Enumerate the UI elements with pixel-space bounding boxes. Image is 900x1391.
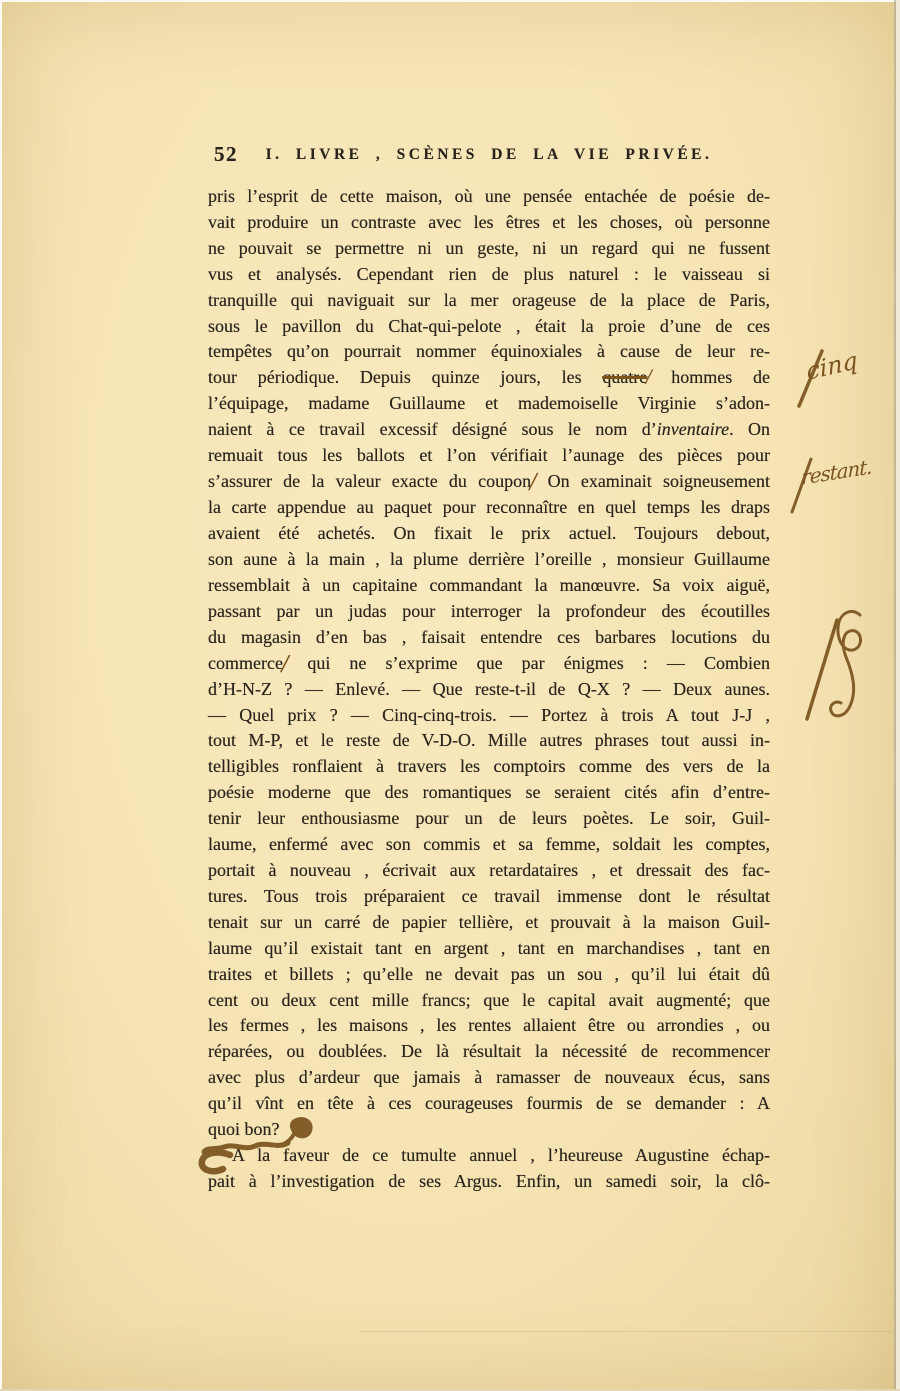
- running-header: I. LIVRE , SCÈNES DE LA VIE PRIVÉE.: [265, 146, 713, 163]
- text-line: tenir leur enthousiasme pour un de leurs poètes. Le soir, Guil-: [208, 808, 770, 829]
- page-number: 52: [214, 142, 238, 166]
- text-line: A la faveur de ce tumulte annuel , l’heureuse Augustine échap-: [232, 1144, 770, 1165]
- text-line: sous le pavillon du Chat-qui-pelote , était la proie d’une de ces: [208, 315, 770, 336]
- text-line: tranquille qui naviguait sur la mer orageuse de la place de Paris,: [208, 289, 770, 310]
- text-line: tout M-P, et le reste de V-D-O. Mille autres phrases tout aussi in-: [208, 730, 770, 751]
- text-line: ressemblait à un capitaine commandant la manœuvre. Sa voix aiguë,: [208, 574, 770, 595]
- text-line: avaient été achetés. On fixait le prix actuel. Toujours debout,: [208, 522, 770, 543]
- text-line: cent ou deux cent mille francs; que le capital avait augmenté; que: [208, 989, 770, 1010]
- text-line: avec plus d’ardeur que jamais à ramasser de nouveaux écus, sans: [208, 1067, 770, 1088]
- scan-edge-right-line: [894, 0, 896, 1391]
- scan-artifact-line: [360, 1331, 891, 1332]
- text-block: [208, 184, 770, 1195]
- text-line: traites et billets ; qu’elle ne devait pas un sou , qu’il lui était dû: [208, 963, 770, 984]
- text-line: commerce/ qui ne s’exprime que par énigmes : — Combien: [208, 646, 770, 679]
- text-line: tenait sur un carré de papier tellière, et prouvait à la maison Guil-: [208, 911, 770, 932]
- text-line: quoi bon?: [208, 1119, 280, 1140]
- text-line: réparées, ou doublées. De là résultait la nécessité de recommencer: [208, 1041, 770, 1062]
- text-line: — Quel prix ? — Cinq-cinq-trois. — Portez à trois A tout J-J ,: [208, 704, 770, 725]
- text-line: qu’il vînt en tête à ces courageuses fourmis de se demander : A: [208, 1093, 770, 1114]
- text-line: les fermes , les maisons , les rentes allaient être ou arrondies , ou: [208, 1015, 770, 1036]
- text-line: tour périodique. Depuis quinze jours, les quatre/ hommes de: [208, 364, 770, 392]
- text-line: la carte appendue au paquet pour reconnaître en quel temps les draps: [208, 497, 770, 518]
- text-line: portait à nouveau , écrivait aux retardataires , et dressait des fac-: [208, 859, 770, 880]
- scan-edge-left: [0, 0, 2, 1391]
- text-line: laume qu’il existait tant en argent , tant en marchandises , tant en: [208, 937, 770, 958]
- text-line: vait produire un contraste avec les êtres et les choses, où personne: [208, 211, 770, 232]
- text-line: du magasin d’en bas , faisait entendre ces barbares locutions du: [208, 626, 770, 647]
- text-line: l’équipage, madame Guillaume et mademoiselle Virginie s’adon-: [208, 393, 770, 414]
- scan-edge-top: [0, 0, 900, 2]
- text-line: vus et analysés. Cependant rien de plus naturel : le vaisseau si: [208, 263, 770, 284]
- text-line: tempêtes qu’on pourrait nommer équinoxiales à cause de leur re-: [208, 341, 770, 362]
- text-line: ne pouvait se permettre ni un geste, ni un regard qui ne fussent: [208, 237, 770, 258]
- text-line: laume, enfermé avec son commis et sa femme, soldait les comptes,: [208, 834, 770, 855]
- text-line: d’H-N-Z ? — Enlevé. — Que reste-t-il de Q-X ? — Deux aunes.: [208, 678, 770, 699]
- ink-loop-flourish: [831, 611, 861, 715]
- text-line: poésie moderne que des romantiques se seraient cités afin d’entre-: [208, 782, 770, 803]
- text-line: naient à ce travail excessif désigné sous le nom d’inventaire. On: [208, 419, 770, 440]
- text-line: telligibles ronflaient à travers les comptoirs comme des vers de la: [208, 756, 770, 777]
- text-line: pris l’esprit de cette maison, où une pensée entachée de poésie de-: [208, 186, 770, 206]
- scan-edge-right-outer: [896, 0, 900, 1391]
- margin-annotation-cinq: cinq: [805, 346, 859, 386]
- margin-annotation-restant: restant.: [801, 454, 872, 490]
- text-line: pait à l’investigation de ses Argus. Enfin, un samedi soir, la clô-: [208, 1170, 770, 1191]
- text-line: passant par un judas pour interroger la profondeur des écoutilles: [208, 600, 770, 621]
- text-line: son aune à la main , la plume derrière l’oreille , monsieur Guillaume: [208, 548, 770, 569]
- ink-slash-loop-mark: [807, 620, 837, 719]
- text-line: s’assurer de la valeur exacte du coupon/ On examinait soigneusement: [208, 465, 770, 498]
- text-line: remuait tous les ballots et l’on vérifiait l’aunage des pièces pour: [208, 445, 770, 466]
- text-line: tures. Tous trois préparaient ce travail immense dont le résultat: [208, 885, 770, 906]
